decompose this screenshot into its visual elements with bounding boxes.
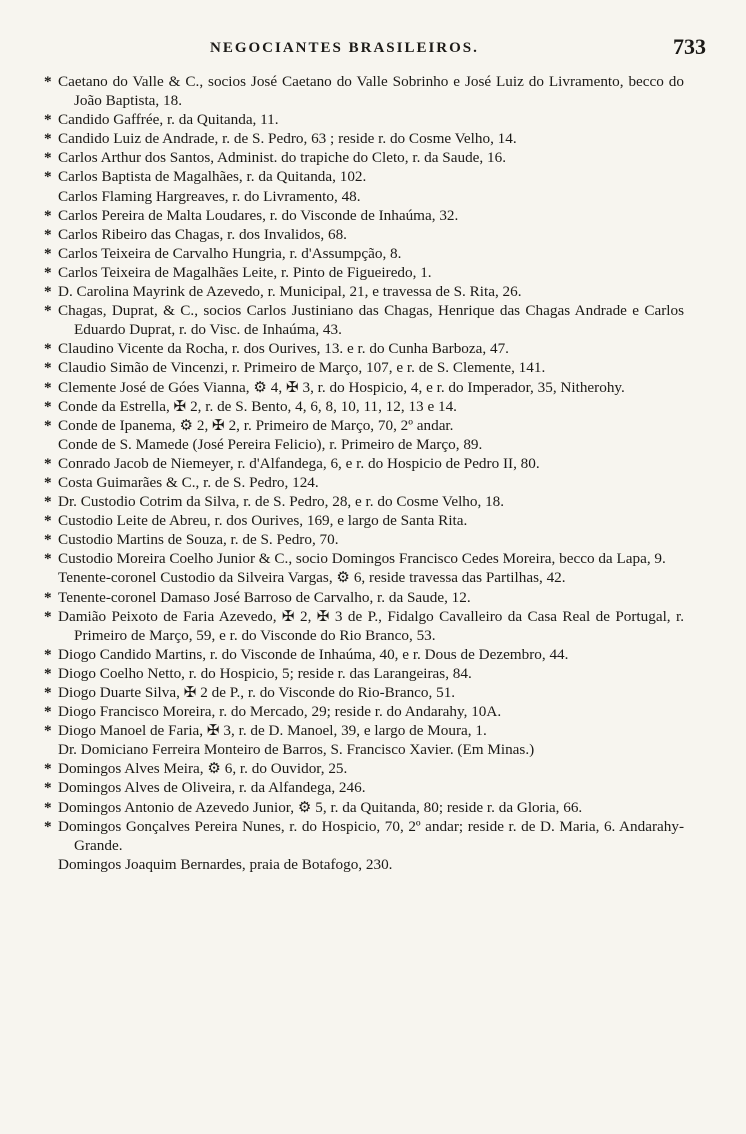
entry-text: Damião Peixoto de Faria Azevedo, ✠ 2, ✠ 3 de P., Fidalgo Cavalleiro da Casa Real de Portugal, r. Primeiro de Março, 59, e r. do Visconde do Rio Branco, 53. [58,607,684,644]
entry-text: Claudio Simão de Vincenzi, r. Primeiro de Março, 107, e r. de S. Clemente, 141. [58,359,546,377]
entry-text: Carlos Pereira de Malta Loudares, r. do Visconde de Inhaúma, 32. [58,206,459,224]
directory-entry [44,206,684,225]
page-number: 733 [673,34,706,59]
asterisk-mark: * [44,359,52,377]
entry-text: Clemente José de Góes Vianna, ⚙ 4, ✠ 3, r. do Hospicio, 4, e r. do Imperador, 35, Nitherohy. [58,378,625,396]
entry-text: Candido Luiz de Andrade, r. de S. Pedro, 63 ; reside r. do Cosme Velho, 14. [58,130,517,148]
asterisk-mark: * [44,416,52,434]
entry-text: Diogo Francisco Moreira, r. do Mercado, 29; reside r. do Andarahy, 10A. [58,703,502,721]
directory-entry [44,129,684,148]
directory-entry [44,339,684,358]
entry-text: Custodio Martins de Souza, r. de S. Pedro, 70. [58,531,339,549]
asterisk-mark: * [44,149,52,167]
entry-text: Carlos Flaming Hargreaves, r. do Livramento, 48. [58,187,361,205]
directory-entry [44,492,684,511]
entry-text: Custodio Moreira Coelho Junior & C., socio Domingos Francisco Cedes Moreira, becco da Lapa, 9. [58,550,666,568]
entry-text: Domingos Gonçalves Pereira Nunes, r. do Hospicio, 70, 2º andar; reside r. de D. Maria, 6. Andarahy-Grande. [58,817,684,854]
directory-entry [44,511,684,530]
asterisk-mark: * [44,607,52,625]
directory-entry [44,473,684,492]
asterisk-mark: * [44,817,52,835]
entry-text: Dr. Domiciano Ferreira Monteiro de Barros, S. Francisco Xavier. (Em Minas.) [58,741,535,759]
entry-text: Domingos Alves Meira, ⚙ 6, r. do Ouvidor, 25. [58,760,348,778]
directory-entry [44,282,684,301]
directory-entry [44,244,684,263]
directory-entry [44,530,684,549]
directory-entry [44,683,684,702]
entry-text: Diogo Candido Martins, r. do Visconde de Inhaúma, 40, e r. Dous de Dezembro, 44. [58,645,569,663]
entry-text: Conde de S. Mamede (José Pereira Felicio), r. Primeiro de Março, 89. [58,435,483,453]
directory-entry [44,148,684,167]
entry-text: Conde de Ipanema, ⚙ 2, ✠ 2, r. Primeiro de Março, 70, 2º andar. [58,416,454,434]
directory-entry [44,187,684,206]
directory-entry [44,454,684,473]
entry-text: Tenente-coronel Damaso José Barroso de Carvalho, r. da Saude, 12. [58,588,471,606]
asterisk-mark: * [44,130,52,148]
directory-entry [44,263,684,282]
asterisk-mark: * [44,302,52,320]
asterisk-mark: * [44,244,52,262]
asterisk-mark: * [44,340,52,358]
asterisk-mark: * [44,703,52,721]
asterisk-mark: * [44,493,52,511]
directory-entry [44,702,684,721]
entry-text: Carlos Arthur dos Santos, Administ. do trapiche do Cleto, r. da Saude, 16. [58,149,506,167]
directory-entry [44,645,684,664]
asterisk-mark: * [44,684,52,701]
entry-text: Carlos Teixeira de Carvalho Hungria, r. d'Assumpção, 8. [58,244,402,262]
directory-entry [44,607,684,645]
asterisk-mark: * [44,206,52,224]
asterisk-mark: * [44,798,52,816]
directory-entry [44,225,684,244]
asterisk-mark: * [44,454,52,472]
entry-text: Carlos Ribeiro das Chagas, r. dos Invalidos, 68. [58,225,347,243]
entry-text: Conrado Jacob de Niemeyer, r. d'Alfandega, 6, e r. do Hospicio de Pedro II, 80. [58,454,540,472]
directory-entry [44,855,684,874]
directory-entry [44,397,684,416]
entry-text: Costa Guimarães & C., r. de S. Pedro, 124. [58,473,319,491]
directory-entry [44,588,684,607]
asterisk-mark: * [44,397,52,415]
entry-text: Chagas, Duprat, & C., socios Carlos Justiniano das Chagas, Henrique das Chagas Andrade e Carlos Eduardo Duprat, r. do Visc. de Inhaúma, 43. [58,302,684,339]
entry-text: Domingos Antonio de Azevedo Junior, ⚙ 5, r. da Quitanda, 80; reside r. da Gloria, 66. [58,798,583,816]
entry-text: Diogo Manoel de Faria, ✠ 3, r. de D. Manoel, 39, e largo de Moura, 1. [58,722,487,740]
asterisk-mark: * [44,283,52,301]
directory-entry [44,798,684,817]
directory-entry [44,435,684,454]
entry-text: Domingos Alves de Oliveira, r. da Alfandega, 246. [58,779,366,797]
asterisk-mark: * [44,664,52,682]
asterisk-mark: * [44,760,52,778]
asterisk-mark: * [44,645,52,663]
directory-entry [44,817,684,855]
asterisk-mark: * [44,73,52,90]
asterisk-mark: * [44,779,52,797]
entry-text: Diogo Duarte Silva, ✠ 2 de P., r. do Visconde do Rio-Branco, 51. [58,684,456,701]
directory-entry [44,549,684,568]
entry-text: Caetano do Valle & C., socios José Caetano do Valle Sobrinho e José Luiz do Livramento, becco do João Baptista, 18. [58,73,684,110]
directory-entry [44,568,684,587]
asterisk-mark: * [44,111,52,129]
asterisk-mark: * [44,473,52,491]
asterisk-mark: * [44,263,52,281]
running-title: NEGOCIANTES BRASILEIROS. [210,40,479,56]
directory-entry [44,301,684,339]
asterisk-mark: * [44,512,52,530]
entry-text: Diogo Coelho Netto, r. do Hospicio, 5; reside r. das Larangeiras, 84. [58,664,472,682]
entry-text: Candido Gaffrée, r. da Quitanda, 11. [58,111,279,129]
entry-text: Domingos Joaquim Bernardes, praia de Botafogo, 230. [58,855,393,873]
directory-entries [44,72,684,874]
asterisk-mark: * [44,722,52,740]
directory-entry [44,110,684,129]
entry-text: Tenente-coronel Custodio da Silveira Vargas, ⚙ 6, reside travessa das Partilhas, 42. [58,569,566,587]
directory-entry [44,721,684,740]
asterisk-mark: * [44,168,52,186]
entry-text: Carlos Baptista de Magalhães, r. da Quitanda, 102. [58,168,367,186]
directory-entry [44,759,684,778]
directory-entry [44,664,684,683]
directory-entry [44,167,684,186]
directory-entry [44,740,684,759]
directory-entry [44,778,684,797]
directory-entry [44,416,684,435]
entry-text: Claudino Vicente da Rocha, r. dos Ourives, 13. e r. do Cunha Barboza, 47. [58,340,509,358]
asterisk-mark: * [44,531,52,549]
entry-text: Conde da Estrella, ✠ 2, r. de S. Bento, 4, 6, 8, 10, 11, 12, 13 e 14. [58,397,457,415]
entry-text: D. Carolina Mayrink de Azevedo, r. Municipal, 21, e travessa de S. Rita, 26. [58,283,522,301]
asterisk-mark: * [44,550,52,568]
entry-text: Dr. Custodio Cotrim da Silva, r. de S. Pedro, 28, e r. do Cosme Velho, 18. [58,493,505,511]
asterisk-mark: * [44,588,52,606]
directory-entry [44,358,684,377]
directory-entry [44,72,684,110]
entry-text: Custodio Leite de Abreu, r. dos Ourives, 169, e largo de Santa Rita. [58,512,468,530]
page-header [60,34,706,64]
asterisk-mark: * [44,225,52,243]
directory-entry [44,378,684,397]
entry-text: Carlos Teixeira de Magalhães Leite, r. Pinto de Figueiredo, 1. [58,263,432,281]
asterisk-mark: * [44,378,52,396]
